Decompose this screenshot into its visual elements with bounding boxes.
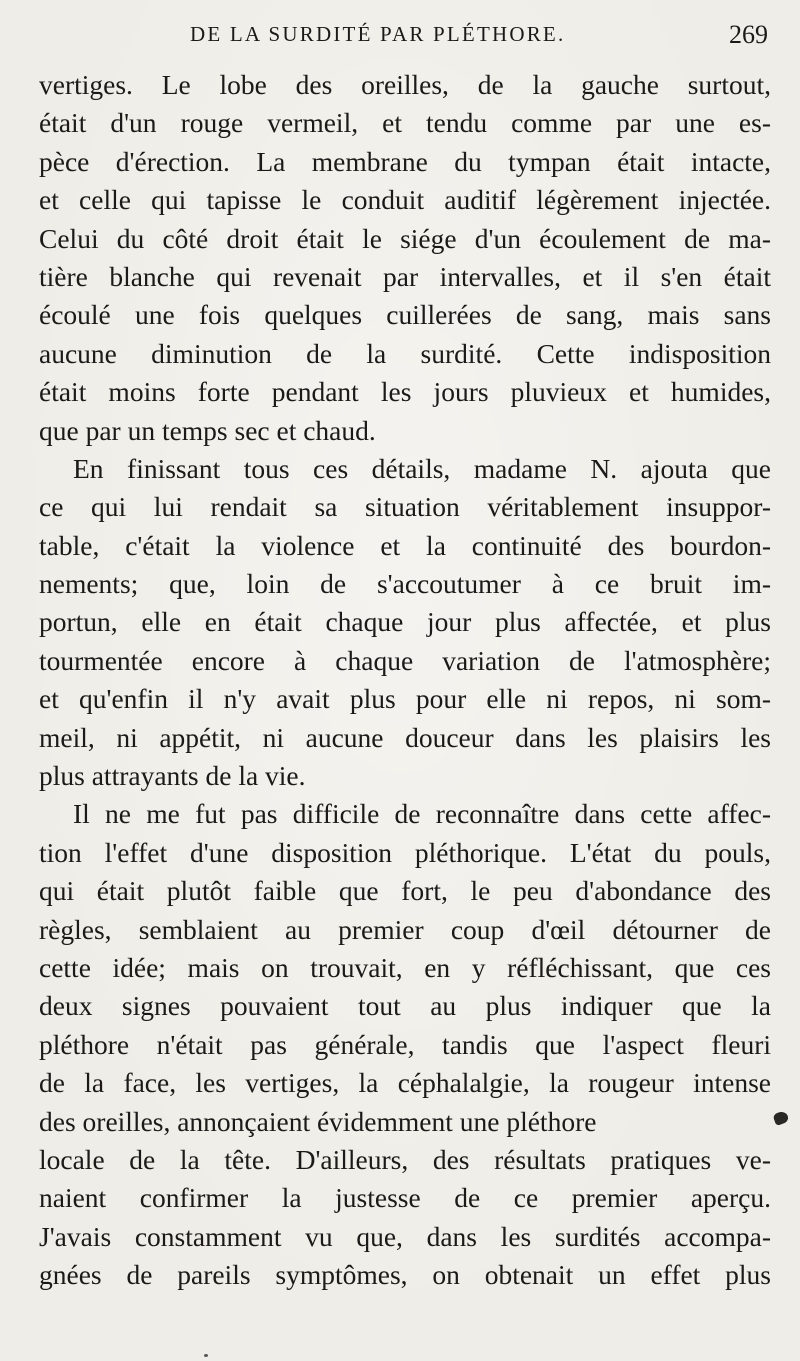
text-line: pléthore n'était pas générale, tandis que l'aspect fleuri bbox=[39, 1028, 771, 1060]
text-line: nements; que, loin de s'accoutumer à ce bruit im- bbox=[39, 568, 771, 600]
text-line: tion l'effet d'une disposition pléthorique. L'état du pouls, bbox=[39, 836, 771, 868]
text-line: que par un temps sec et chaud. bbox=[39, 414, 376, 446]
paragraph bbox=[39, 450, 771, 796]
text-line: était d'un rouge vermeil, et tendu comme par une es- bbox=[39, 107, 771, 139]
text-line: ce qui lui rendait sa situation véritablement insuppor- bbox=[39, 491, 771, 523]
text-line: règles, semblaient au premier coup d'œil détourner de bbox=[39, 913, 771, 945]
text-line: En finissant tous ces détails, madame N. ajouta que bbox=[73, 452, 771, 484]
text-line: Celui du côté droit était le siége d'un écoulement de ma- bbox=[39, 222, 771, 254]
text-line: de la face, les vertiges, la céphalalgie, la rougeur intense bbox=[39, 1067, 771, 1099]
text-line: portun, elle en était chaque jour plus affectée, et plus bbox=[39, 606, 771, 638]
text-line: vertiges. Le lobe des oreilles, de la gauche surtout, bbox=[39, 69, 771, 100]
text-line: deux signes pouvaient tout au plus indiquer que la bbox=[39, 990, 771, 1022]
body-text bbox=[39, 66, 771, 1295]
text-line: gnées de pareils symptômes, on obtenait un effet plus bbox=[39, 1259, 771, 1291]
text-line: naient confirmer la justesse de ce premier aperçu. bbox=[39, 1182, 771, 1214]
text-line: des oreilles, annonçaient évidemment une pléthore bbox=[39, 1105, 597, 1137]
text-line: table, c'était la violence et la continuité des bourdon- bbox=[39, 529, 771, 561]
text-line: tourmentée encore à chaque variation de l'atmosphère; bbox=[39, 644, 771, 676]
text-line: tière blanche qui revenait par intervalles, et il s'en était bbox=[39, 260, 771, 292]
text-line: écoulé une fois quelques cuillerées de sang, mais sans bbox=[39, 299, 771, 331]
paragraph bbox=[39, 795, 771, 1294]
text-line: pèce d'érection. La membrane du tympan était intacte, bbox=[39, 145, 771, 177]
page-number: 269 bbox=[729, 20, 768, 49]
text-line: aucune diminution de la surdité. Cette indisposition bbox=[39, 337, 771, 369]
text-line: locale de la tête. D'ailleurs, des résultats pratiques ve- bbox=[39, 1143, 771, 1175]
text-line: J'avais constamment vu que, dans les surdités accompa- bbox=[39, 1220, 771, 1252]
text-line: Il ne me fut pas difficile de reconnaître dans cette affec- bbox=[73, 798, 771, 830]
text-line: cette idée; mais on trouvait, en y réfléchissant, que ces bbox=[39, 951, 771, 983]
ink-blot-mark bbox=[772, 1110, 789, 1126]
ink-speck-mark bbox=[204, 1354, 208, 1357]
running-title: DE LA SURDITÉ PAR PLÉTHORE. bbox=[190, 22, 566, 46]
text-line: plus attrayants de la vie. bbox=[39, 760, 306, 792]
text-line: et celle qui tapisse le conduit auditif légèrement injectée. bbox=[39, 184, 771, 216]
text-line: qui était plutôt faible que fort, le peu d'abondance des bbox=[39, 875, 771, 907]
paragraph bbox=[39, 66, 771, 450]
text-line: et qu'enfin il n'y avait plus pour elle ni repos, ni som- bbox=[39, 683, 771, 715]
running-head bbox=[0, 22, 800, 56]
text-line: était moins forte pendant les jours pluvieux et humides, bbox=[39, 376, 771, 408]
text-line: meil, ni appétit, ni aucune douceur dans les plaisirs les bbox=[39, 721, 771, 753]
